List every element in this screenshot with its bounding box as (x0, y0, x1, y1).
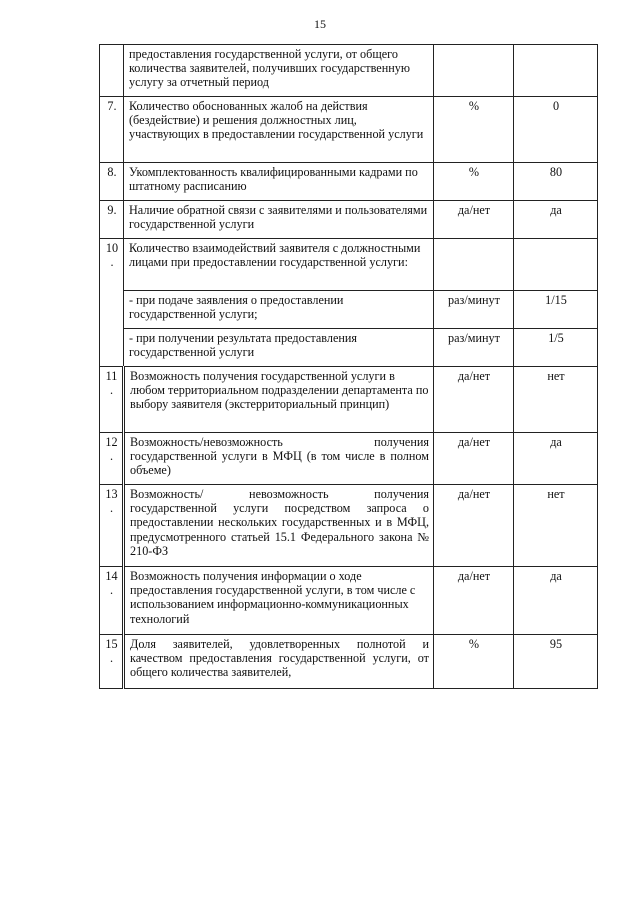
page-number: 15 (314, 17, 326, 31)
indicator-text: Возможность получения информации о ходе предоставления государственной услуги, в том числе с использованием информационно-коммуникационных технологий (124, 567, 434, 635)
value-cell: 0 (514, 97, 598, 163)
indicator-text: Количество обоснованных жалоб на действия (бездействие) и решения должностных лиц, участвующих в предоставлении государственной услуги (124, 97, 434, 163)
unit-cell: % (434, 635, 514, 689)
indicator-text: Количество взаимодействий заявителя с должностными лицами при предоставлении государственной услуги: (124, 239, 434, 291)
value-cell (514, 45, 598, 97)
unit-cell: раз/минут (434, 329, 514, 367)
table-row (100, 163, 598, 201)
value-cell: 1/15 (514, 291, 598, 329)
row-number: 7. (100, 97, 124, 163)
unit-cell: да/нет (434, 567, 514, 635)
value-cell (514, 239, 598, 291)
table-row (100, 329, 598, 367)
table-row (100, 291, 598, 329)
table-row (100, 239, 598, 291)
table-row (100, 485, 598, 567)
value-cell: нет (514, 367, 598, 433)
indicator-text: Доля заявителей, удовлетворенных полнотой и качеством предоставления государственной услуги, от общего количества заявителей, (124, 635, 434, 689)
unit-cell: % (434, 163, 514, 201)
value-cell: да (514, 201, 598, 239)
unit-cell: да/нет (434, 201, 514, 239)
unit-cell (434, 239, 514, 291)
value-cell: 1/5 (514, 329, 598, 367)
value-cell: да (514, 567, 598, 635)
table-row (100, 201, 598, 239)
indicator-text: Наличие обратной связи с заявителями и пользователями государственной услуги (124, 201, 434, 239)
unit-cell: да/нет (434, 485, 514, 567)
row-number: 8. (100, 163, 124, 201)
table-row (100, 97, 598, 163)
unit-cell: да/нет (434, 367, 514, 433)
row-number: 15. (100, 635, 124, 689)
row-number: 13. (100, 485, 124, 567)
value-cell: 95 (514, 635, 598, 689)
row-number: 9. (100, 201, 124, 239)
table-row (100, 567, 598, 635)
indicator-text: Возможность получения государственной услуги в любом территориальном подразделении департамента по выбору заявителя (экстерриториальный принцип) (124, 367, 434, 433)
row-number: 11. (100, 367, 124, 433)
table-row (100, 433, 598, 485)
indicator-text: Укомплектованность квалифицированными кадрами по штатному расписанию (124, 163, 434, 201)
indicator-text: Возможность/невозможность получения государственной услуги в МФЦ (в том числе в полном объеме) (124, 433, 434, 485)
indicator-text: предоставления государственной услуги, от общего количества заявителей, получивших государственную услугу за отчетный период (124, 45, 434, 97)
unit-cell (434, 45, 514, 97)
unit-cell: раз/минут (434, 291, 514, 329)
row-number: 10. (100, 239, 124, 291)
indicator-text: - при подаче заявления о предоставлении государственной услуги; (124, 291, 434, 329)
unit-cell: да/нет (434, 433, 514, 485)
row-number (100, 291, 124, 329)
row-number: 14. (100, 567, 124, 635)
unit-cell: % (434, 97, 514, 163)
row-number: 12. (100, 433, 124, 485)
table-row (100, 367, 598, 433)
table-row (100, 635, 598, 689)
indicators-table (99, 44, 598, 689)
value-cell: 80 (514, 163, 598, 201)
value-cell: да (514, 433, 598, 485)
row-number (100, 45, 124, 97)
table-row (100, 45, 598, 97)
indicator-text: Возможность/ невозможность получения государственной услуги посредством запроса о предоставлении нескольких государственных и в МФЦ, предусмотренного статьей 15.1 Федерального закона № 210-ФЗ (124, 485, 434, 567)
value-cell: нет (514, 485, 598, 567)
indicator-text: - при получении результата предоставления государственной услуги (124, 329, 434, 367)
row-number (100, 329, 124, 367)
